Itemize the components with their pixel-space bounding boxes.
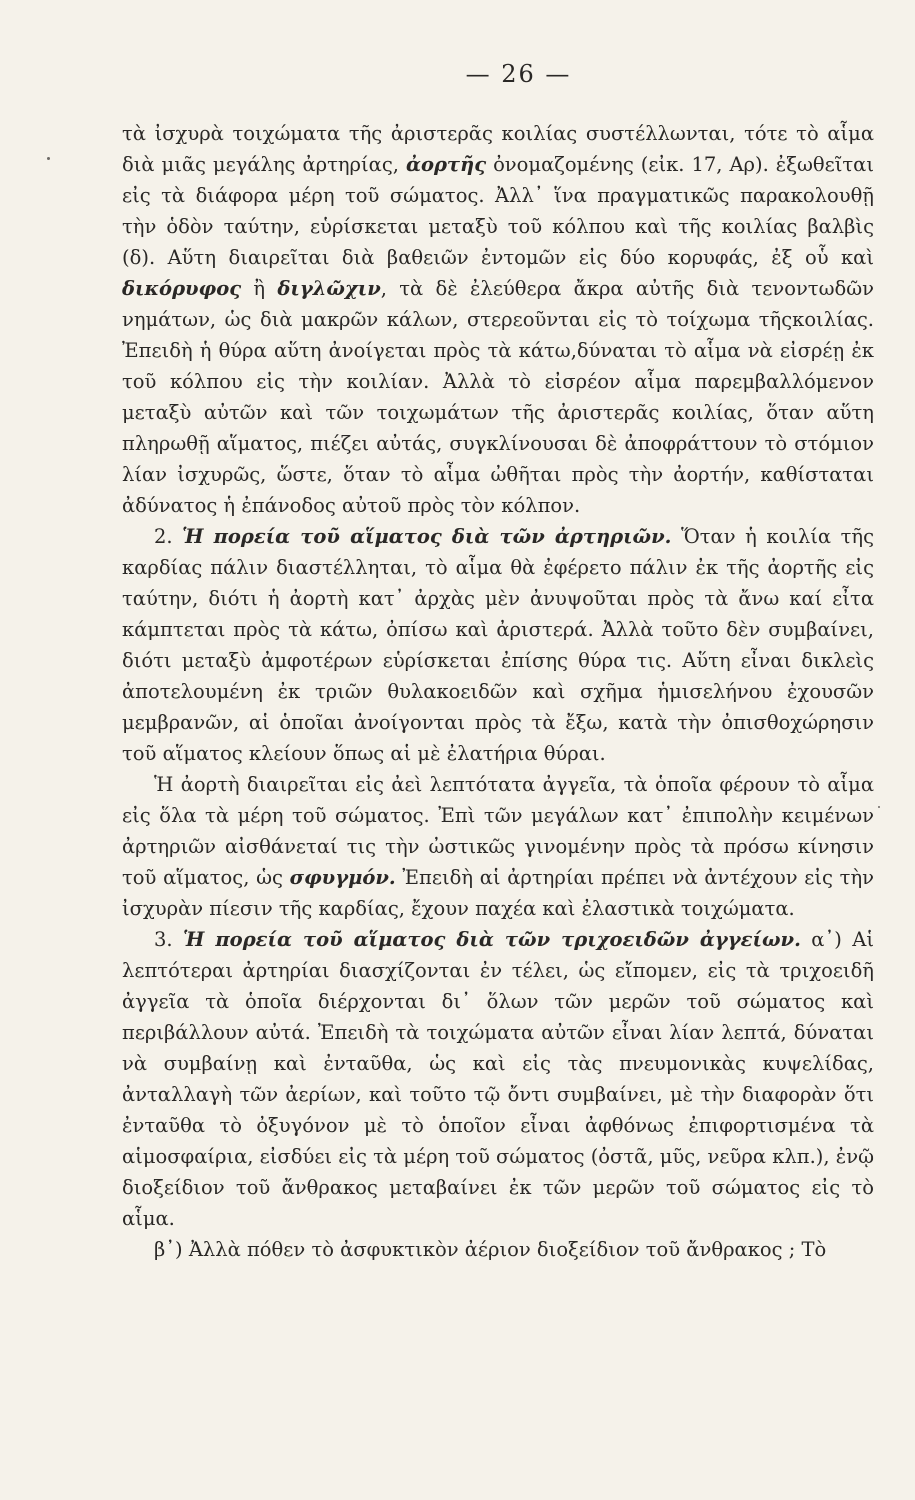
text-run: Ὅταν ἡ κοιλία τῆς καρδίας πάλιν διαστέλληται, τὸ αἷμα θὰ ἐφέρετο πάλιν ἐκ τῆς ἀορτῆς εἰς ταύτην, διότι ἡ ἀορτὴ κατ᾽ ἀρχὰς μὲν ἀνυψοῦται πρὸς τὰ ἄνω καί εἶτα κάμπτεται πρὸς τὰ κάτω, ὀπίσω καὶ ἀριστερά. Ἀλλὰ τοῦτο δὲν συμβαίνει, διότι μεταξὺ ἀμφοτέρων εὑρίσκεται ἐπίσης θύρα τις. Αὕτη εἶναι δικλεὶς ἀποτελουμένη ἐκ τριῶν θυλακοειδῶν καὶ σχῆμα ἡμισελήνου ἐχουσῶν μεμβρανῶν, αἱ ὁποῖαι ἀνοίγονται πρὸς τὰ ἔξω, κατὰ τὴν ὀπισθοχώρησιν τοῦ αἵματος κλείουν ὅπως αἱ μὲ ἐλατήρια θύραι. [122, 525, 875, 765]
text-run: α᾽) Αἱ λεπτότεραι ἀρτηρίαι διασχίζονται ἐν τέλει, ὡς εἴπομεν, εἰς τὰ τριχοειδῆ ἀγγεῖα τὰ ὁποῖα διέρχονται δι᾽ ὅλων τῶν μερῶν τοῦ σώματος καὶ περιβάλλουν αὐτά. Ἐπειδὴ τὰ τοιχώματα αὐτῶν εἶναι λίαν λεπτά, δύναται νὰ συμβαίνῃ καὶ ἐνταῦθα, ὡς καὶ εἰς τὰς πνευμονικὰς κυψελίδας, ἀνταλλαγὴ τῶν ἀερίων, καὶ τοῦτο τῷ ὄντι συμβαίνει, μὲ τὴν διαφορὰν ὅτι ἐνταῦθα τὸ ὀξυγόνον μὲ τὸ ὁποῖον εἶναι ἀφθόνως ἐπιφορτισμένα τὰ αἱμοσφαίρια, εἰσδύει εἰς τὰ μέρη τοῦ σώματος (ὀστᾶ, μῦς, νεῦρα κλπ.), ἐνῷ διοξείδιον τοῦ ἄνθρακος μεταβαίνει ἐκ τῶν μερῶν τοῦ σώματος εἰς τὸ αἷμα. [122, 928, 874, 1230]
text-run: Ἡ ἀορτὴ διαιρεῖται εἰς ἀεὶ λεπτότατα ἀγγεῖα, τὰ ὁποῖα φέρουν τὸ αἷμα εἰς ὅλα τὰ μέρη τοῦ σώματος. Ἐπὶ τῶν μεγάλων κατ᾽ ἐπιπολὴν κειμένων ἀρτηριῶν αἰσθάνεταί τις τὴν ὠστικῶς γινομένην πρὸς τὰ πρόσω κίνησιν τοῦ αἵματος, ὡς [122, 773, 874, 889]
text-run: β᾽) Ἀλλὰ πόθεν τὸ ἀσφυκτικὸν ἀέριον διοξείδιον τοῦ ἄνθρακος ; Τὸ [154, 1238, 827, 1261]
paper-speck [47, 157, 50, 160]
text-run: ἢ [241, 277, 278, 300]
paragraph-carbon-dioxide [122, 1234, 874, 1265]
section-number: 3. [154, 928, 184, 951]
term-diglochin: διγλῶχιν [277, 277, 381, 300]
section-2-arteries [122, 521, 874, 769]
section-heading: Ἡ πορεία τοῦ αἵματος διὰ τῶν ἀρτηριῶν. [182, 525, 672, 548]
section-3-capillaries [122, 924, 874, 1234]
paper-speck [878, 806, 880, 808]
paragraph-pulse [122, 769, 874, 924]
section-number: 2. [154, 525, 183, 548]
text-run: τὰ ἰσχυρὰ τοιχώματα τῆς ἀριστερᾶς κοιλίας συστέλλωνται, τότε τὸ αἷμα διὰ μιᾶς μεγάλης ἀρτηρίας, [122, 122, 874, 176]
term-aorta: ἀορτῆς [405, 153, 487, 176]
page-number: — 26 — [465, 60, 572, 88]
term-pulse: σφυγμόν. [289, 866, 396, 889]
term-bicuspid: δικόρυφος [122, 277, 242, 300]
section-heading: Ἡ πορεία τοῦ αἵματος διὰ τῶν τριχοειδῶν ἀγγείων. [183, 928, 801, 951]
paragraph-heart-valve [122, 118, 874, 521]
body-text [122, 118, 874, 1265]
text-run: Ἐπειδὴ αἱ ἀρτηρίαι πρέπει νὰ ἀντέχουν εἰς τὴν ἰσχυρὰν πίεσιν τῆς καρδίας, ἔχουν παχέα καὶ ἐλαστικὰ τοιχώματα. [122, 866, 874, 920]
text-run: ὀνομαζομένης (εἰκ. 17, Αρ). ἐξωθεῖται εἰς τὰ διάφορα μέρη τοῦ σώματος. Ἀλλ᾽ ἵνα πραγματικῶς παρακολουθῇ τὴν ὁδὸν ταύτην, εὑρίσκεται μεταξὺ τοῦ κόλπου καὶ τῆς κοιλίας βαλβὶς (δ). Αὕτη διαιρεῖται διὰ βαθειῶν ἐντομῶν εἰς δύο κορυφάς, ἐξ οὗ καὶ [122, 153, 874, 269]
text-run: , τὰ δὲ ἐλεύθερα ἄκρα αὐτῆς διὰ τενοντωδῶν νημάτων, ὡς διὰ μακρῶν κάλων, στερεοῦνται εἰς τὸ τοίχωμα τῆςκοιλίας. Ἐπειδὴ ἡ θύρα αὕτη ἀνοίγεται πρὸς τὰ κάτω,δύναται τὸ αἷμα νὰ εἰσρέῃ ἐκ τοῦ κόλπου εἰς τὴν κοιλίαν. Ἀλλὰ τὸ εἰσρέον αἷμα παρεμβαλλόμενον μεταξὺ αὐτῶν καὶ τῶν τοιχωμάτων τῆς ἀριστερᾶς κοιλίας, ὅταν αὕτη πληρωθῇ αἵματος, πιέζει αὐτάς, συγκλίνουσαι δὲ ἀποφράττουν τὸ στόμιον λίαν ἰσχυρῶς, ὥστε, ὅταν τὸ αἷμα ὠθῆται πρὸς τὴν ἀορτήν, καθίσταται ἀδύνατος ἡ ἐπάνοδος αὐτοῦ πρὸς τὸν κόλπον. [122, 277, 874, 517]
